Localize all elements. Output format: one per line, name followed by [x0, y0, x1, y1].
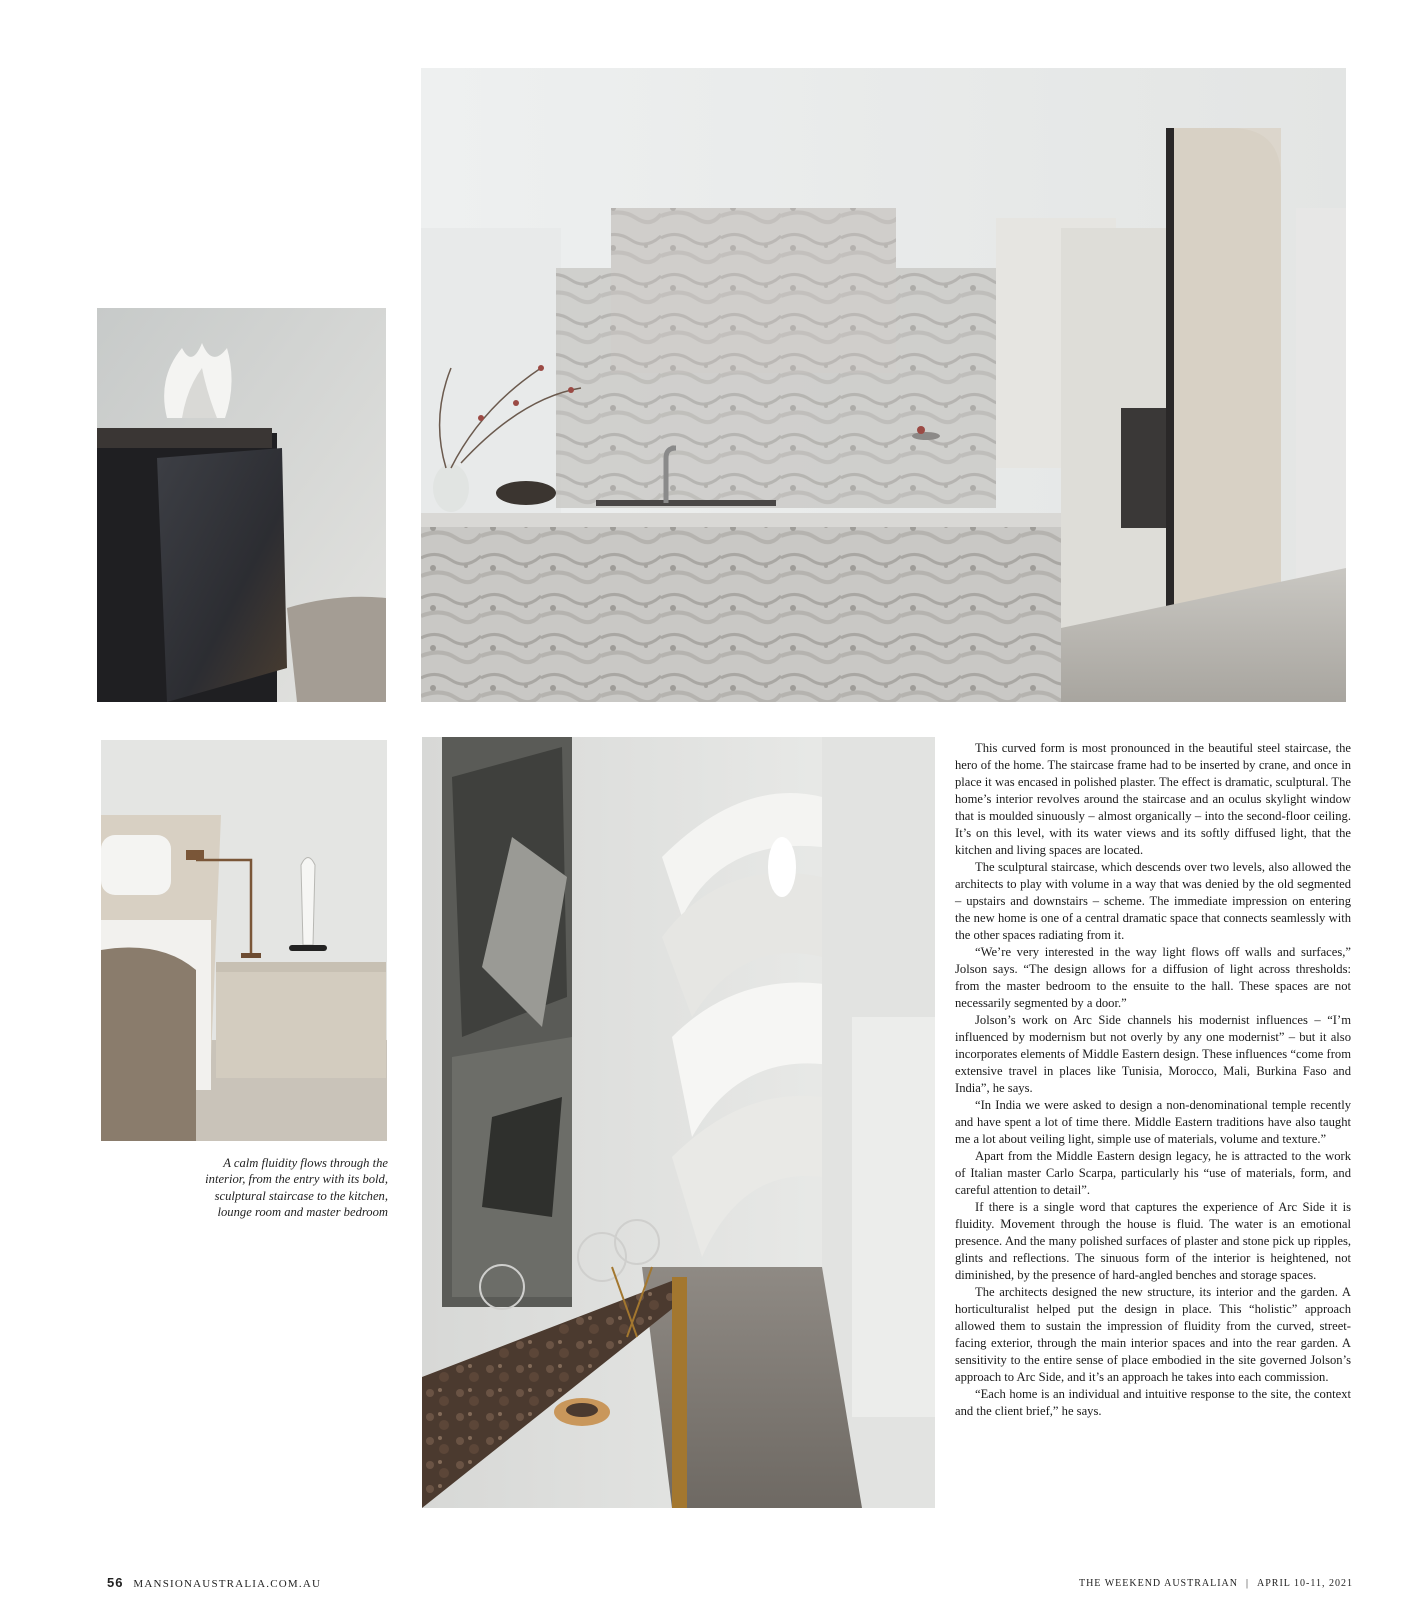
article-paragraph: The architects designed the new structure, its interior and the garden. A horticulturalist helped put the design in place. This “holistic” approach allowed them to sustain the impression of fluidity from the curved, street-facing exterior, through the main interior spaces and into the rear garden. A sensitivity to the entire sense of place embodied in the site governed Jolson’s approach to Arc Side, and it’s an approach he takes into each commission. [955, 1285, 1351, 1384]
photo-caption: A calm fluidity flows through the interior, from the entry with its bold, sculptural staircase to the kitchen, lounge room and master bedroom [205, 1156, 388, 1220]
article-paragraph: Jolson’s work on Arc Side channels his modernist influences – “I’m influenced by modernism but not overly by any one modernist” – but it also incorporates elements of Middle Eastern design. These influences “come from extensive travel in places like Tunisia, Morocco, Mali, Burkina Faso and India”, he says. [955, 1013, 1351, 1095]
article-paragraph: Apart from the Middle Eastern design legacy, he is attracted to the work of Italian master Carlo Scarpa, particularly his “use of materials, form, and careful attention to detail”. [955, 1149, 1351, 1197]
page-number: 56 [107, 1575, 124, 1590]
article-paragraph: If there is a single word that captures the experience of Arc Side it is fluidity. Movement through the house is fluid. The water is an emotional presence. And the many polished surfaces of plaster and stone pick up ripples, glints and reflections. The sinuous form of the interior is heightened, not diminished, by the presence of hard-angled benches and storage spaces. [955, 1200, 1351, 1282]
article-body [955, 740, 1351, 1420]
footer-left [107, 1575, 321, 1590]
footer-separator: | [1246, 1578, 1250, 1589]
article-paragraph: The sculptural staircase, which descends over two levels, also allowed the architects to play with volume in a way that was denied by the old segmented – upstairs and downstairs – scheme. The immediate impression on entering the new home is one of a central dramatic space that connects seamlessly with the other spaces radiating from it. [955, 860, 1351, 942]
issue-date: APRIL 10-11, 2021 [1257, 1578, 1353, 1589]
footer-right [1079, 1578, 1353, 1589]
sideboard-photo [97, 308, 386, 702]
staircase-photo [422, 737, 935, 1508]
bedroom-photo [101, 740, 387, 1141]
website-url: MANSIONAUSTRALIA.COM.AU [133, 1578, 322, 1590]
kitchen-photo [421, 68, 1346, 702]
publication-name: THE WEEKEND AUSTRALIAN [1078, 1578, 1238, 1589]
article-paragraph: This curved form is most pronounced in the beautiful steel staircase, the hero of the home. The staircase frame had to be inserted by crane, and once in place it was encased in polished plaster. The effect is dramatic, sculptural. The home’s interior revolves around the staircase and an oculus skylight window that is moulded sinuously – almost organically – into the second-floor ceiling. It’s on this level, with its water views and its softly diffused light, that the kitchen and living spaces are located. [955, 741, 1351, 857]
article-paragraph: “We’re very interested in the way light flows off walls and surfaces,” Jolson says. “The design allows for a diffusion of light across thresholds: from the master bedroom to the ensuite to the hall. These spaces are not necessarily segmented by a door.” [955, 945, 1351, 1010]
article-paragraph: “Each home is an individual and intuitive response to the site, the context and the client brief,” he says. [955, 1387, 1351, 1418]
article-paragraph: “In India we were asked to design a non-denominational temple recently and have spent a lot of time there. Middle Eastern traditions have also taught me a lot about veiling light, simple use of materials, volume and texture.” [955, 1098, 1351, 1146]
